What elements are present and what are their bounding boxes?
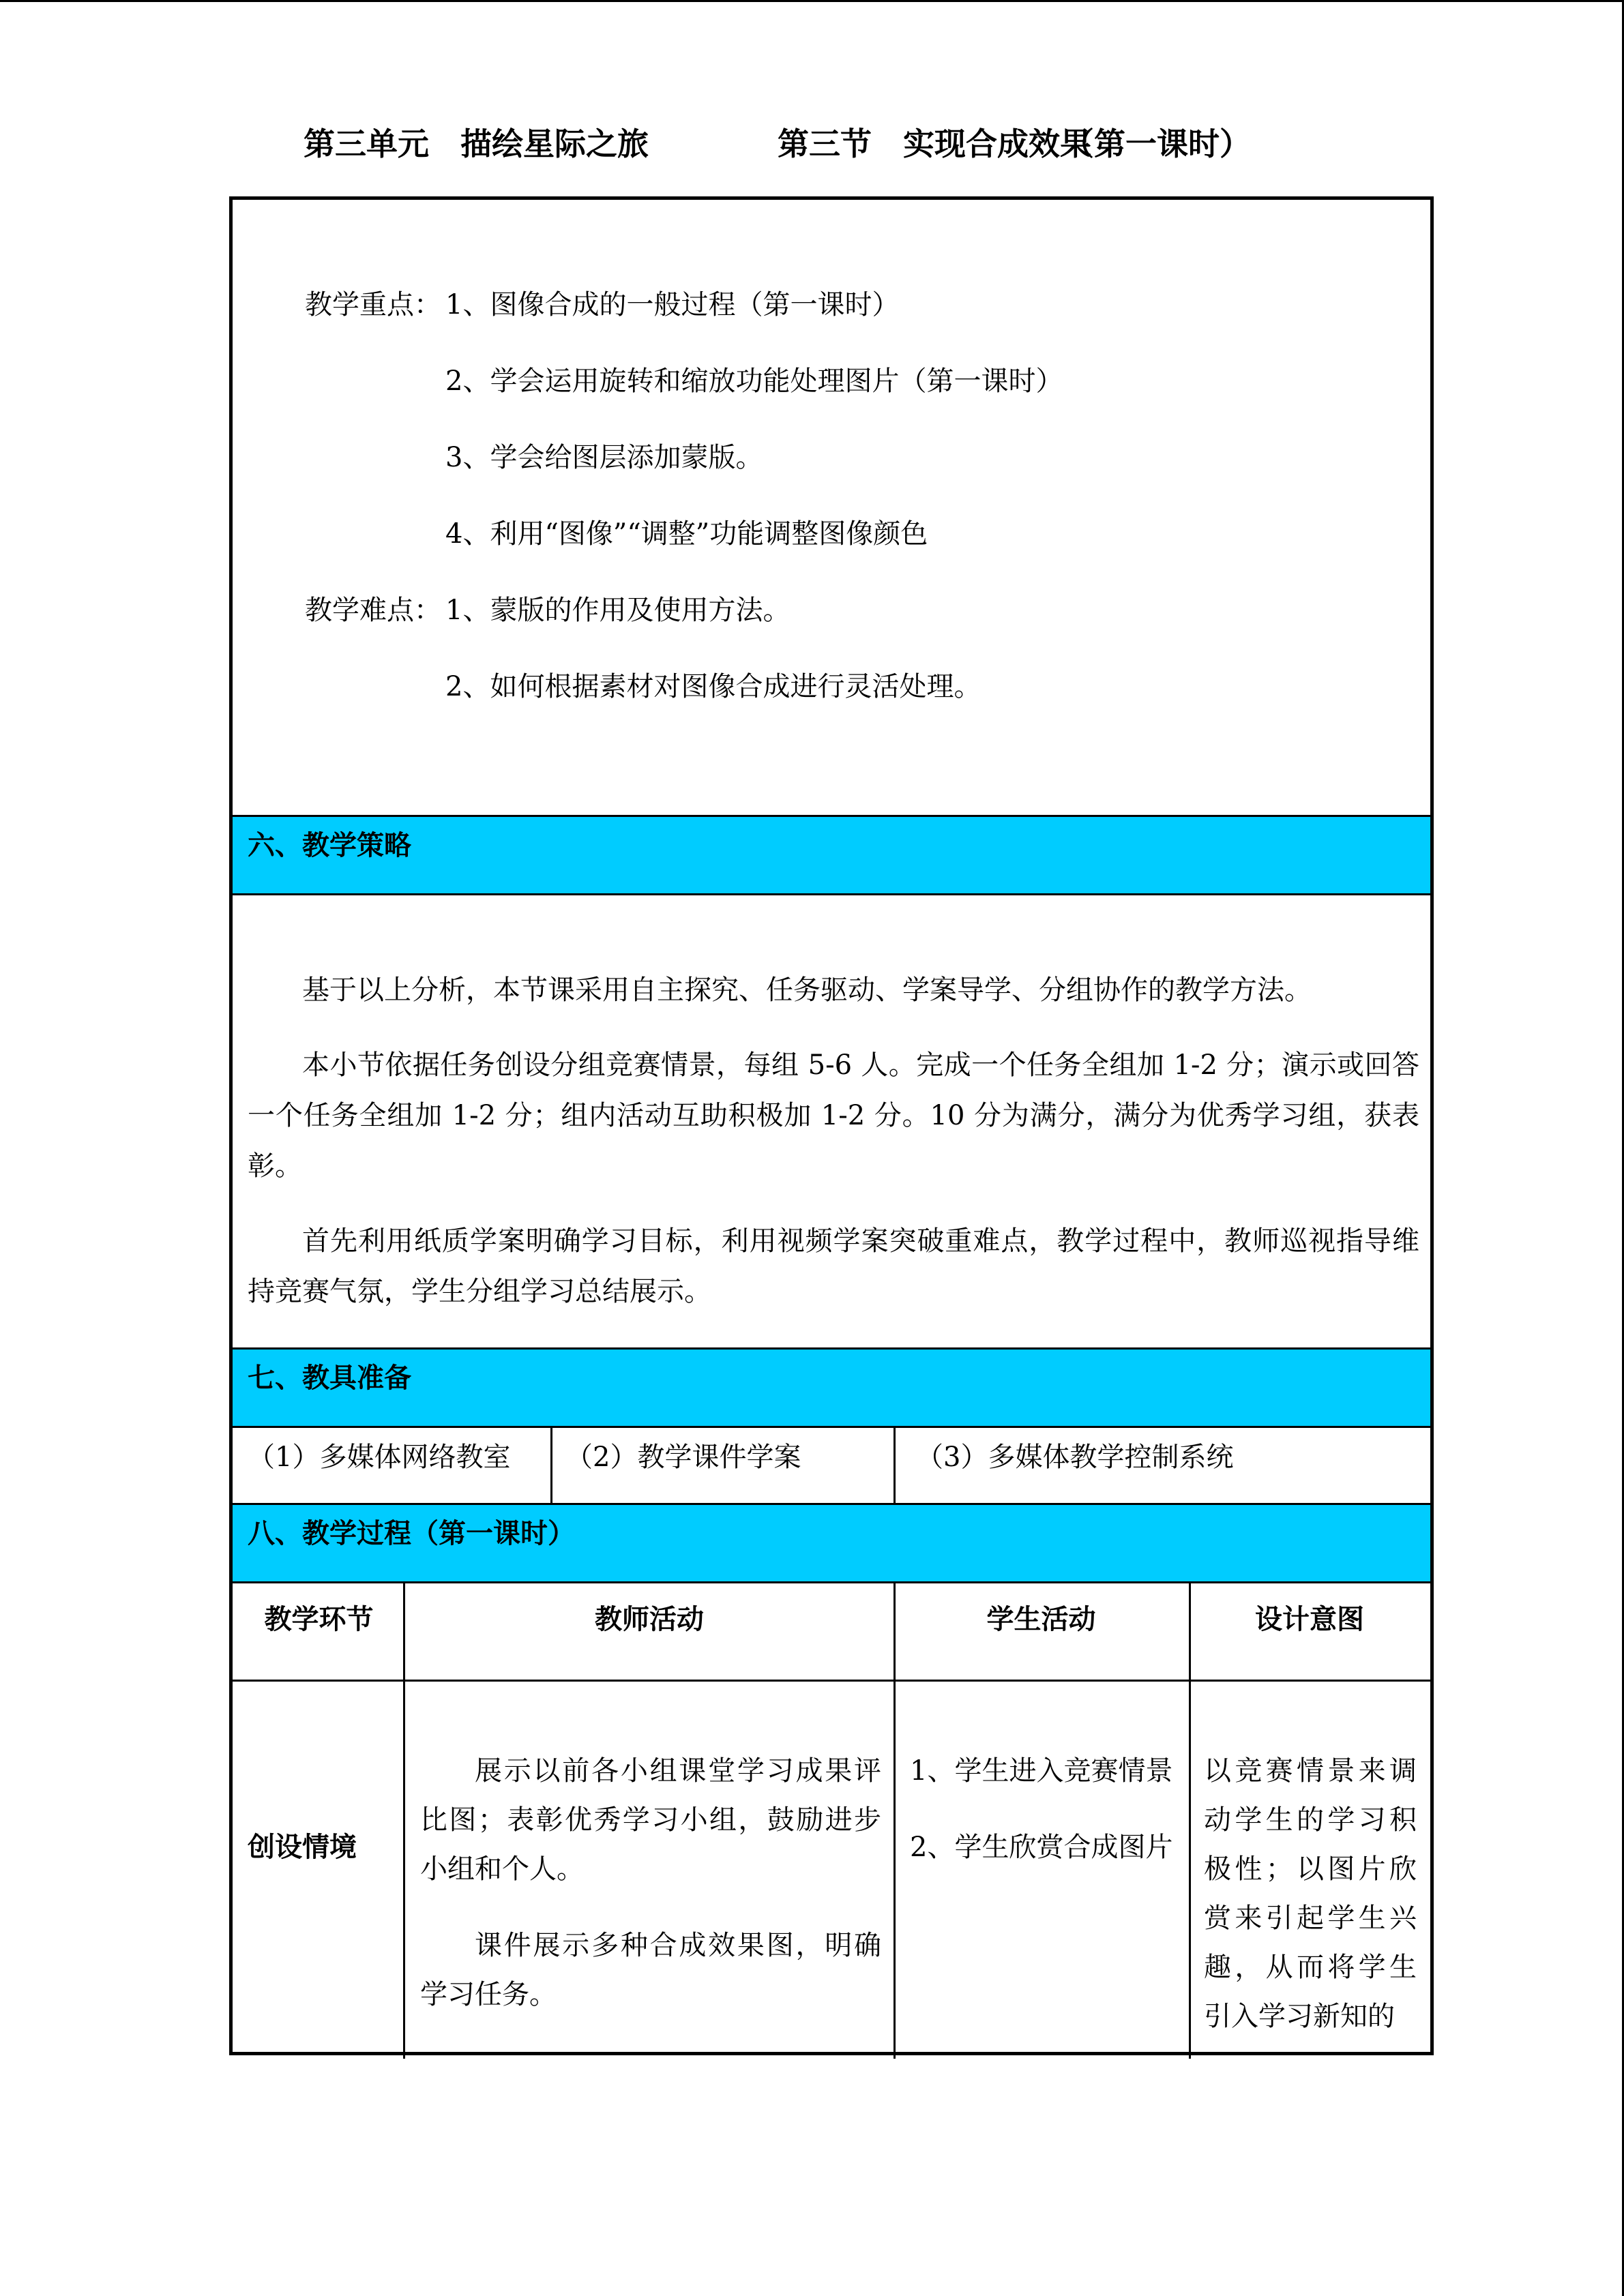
section-header-process	[233, 1503, 1430, 1583]
lesson-plan-table	[229, 196, 1434, 2055]
page-edge-top	[0, 0, 1624, 2]
equipment-item: （1）多媒体网络教室	[248, 1442, 511, 1473]
column-header-teacher: 教师活动	[595, 1603, 704, 1635]
difficulty-item: 2、如何根据素材对图像合成进行灵活处理。	[445, 671, 981, 702]
equipment-item: （2）教学课件学案	[565, 1442, 801, 1473]
strategy-paragraph: 本小节依据任务创设分组竞赛情景，每组 5-6 人。完成一个任务全组加 1-2 分；演示或回答一个任务全组加 1-2 分；组内活动互助积极加 1-2 分。10 分为满分，满分为优秀学习组，获表彰。	[248, 1049, 1419, 1182]
teacher-activity-cell	[420, 1746, 881, 2019]
section-title: 第三节 实现合成效果	[778, 125, 1091, 162]
section-heading: 八、教学过程（第一课时）	[248, 1517, 575, 1549]
column-header-stage: 教学环节	[264, 1603, 374, 1635]
student-activity-item: 1、学生进入竞赛情景	[910, 1755, 1173, 1787]
strategy-paragraph: 基于以上分析，本节课采用自主探究、任务驱动、学案导学、分组协作的教学方法。	[302, 974, 1312, 1006]
section-heading: 六、教学策略	[248, 829, 411, 861]
key-points-label: 教学重点：	[305, 289, 441, 320]
column-header-student: 学生活动	[986, 1603, 1096, 1635]
equipment-item: （3）多媒体教学控制系统	[916, 1442, 1234, 1473]
column-divider	[1189, 1583, 1191, 2059]
strategy-paragraph: 首先利用纸质学案明确学习目标，利用视频学案突破重难点，教学过程中，教师巡视指导维持竞赛气氛，学生分组学习总结展示。	[248, 1225, 1419, 1307]
page-title	[0, 119, 1624, 160]
teacher-activity-paragraph: 展示以前各小组课堂学习成果评比图；表彰优秀学习小组，鼓励进步小组和个人。	[420, 1755, 881, 1885]
student-activity-cell	[910, 1746, 1175, 1872]
key-point-item: 2、学会运用旋转和缩放功能处理图片（第一课时）	[445, 366, 1063, 397]
stage-cell: 创设情境	[248, 1831, 357, 1863]
design-intent-cell: 以竞赛情景来调动学生的学习积极性；以图片欣赏来引起学生兴趣，从而将学生引入学习新知的	[1204, 1755, 1417, 2032]
column-divider	[894, 1583, 896, 2059]
difficulties-label: 教学难点：	[305, 595, 441, 626]
column-divider	[403, 1583, 405, 2059]
section-heading: 七、教具准备	[248, 1362, 411, 1394]
column-header-intent: 设计意图	[1255, 1603, 1364, 1635]
unit-title: 第三单元 描绘星际之旅	[304, 125, 649, 162]
section-header-equipment	[233, 1347, 1430, 1428]
difficulty-item: 1、蒙版的作用及使用方法。	[445, 595, 791, 626]
key-point-item: 3、学会给图层添加蒙版。	[445, 442, 763, 473]
key-point-item: 1、图像合成的一般过程（第一课时）	[445, 289, 900, 320]
key-point-item: 4、利用“图像”“调整”功能调整图像颜色	[445, 518, 928, 550]
teacher-activity-paragraph: 课件展示多种合成效果图，明确学习任务。	[420, 1930, 881, 2010]
section-header-strategy	[233, 815, 1430, 895]
row-divider	[233, 1680, 1430, 1682]
column-divider	[550, 1428, 552, 1503]
period-label: （第一课时）	[1063, 125, 1251, 162]
student-activity-item: 2、学生欣赏合成图片	[910, 1832, 1173, 1863]
column-divider	[894, 1428, 896, 1503]
